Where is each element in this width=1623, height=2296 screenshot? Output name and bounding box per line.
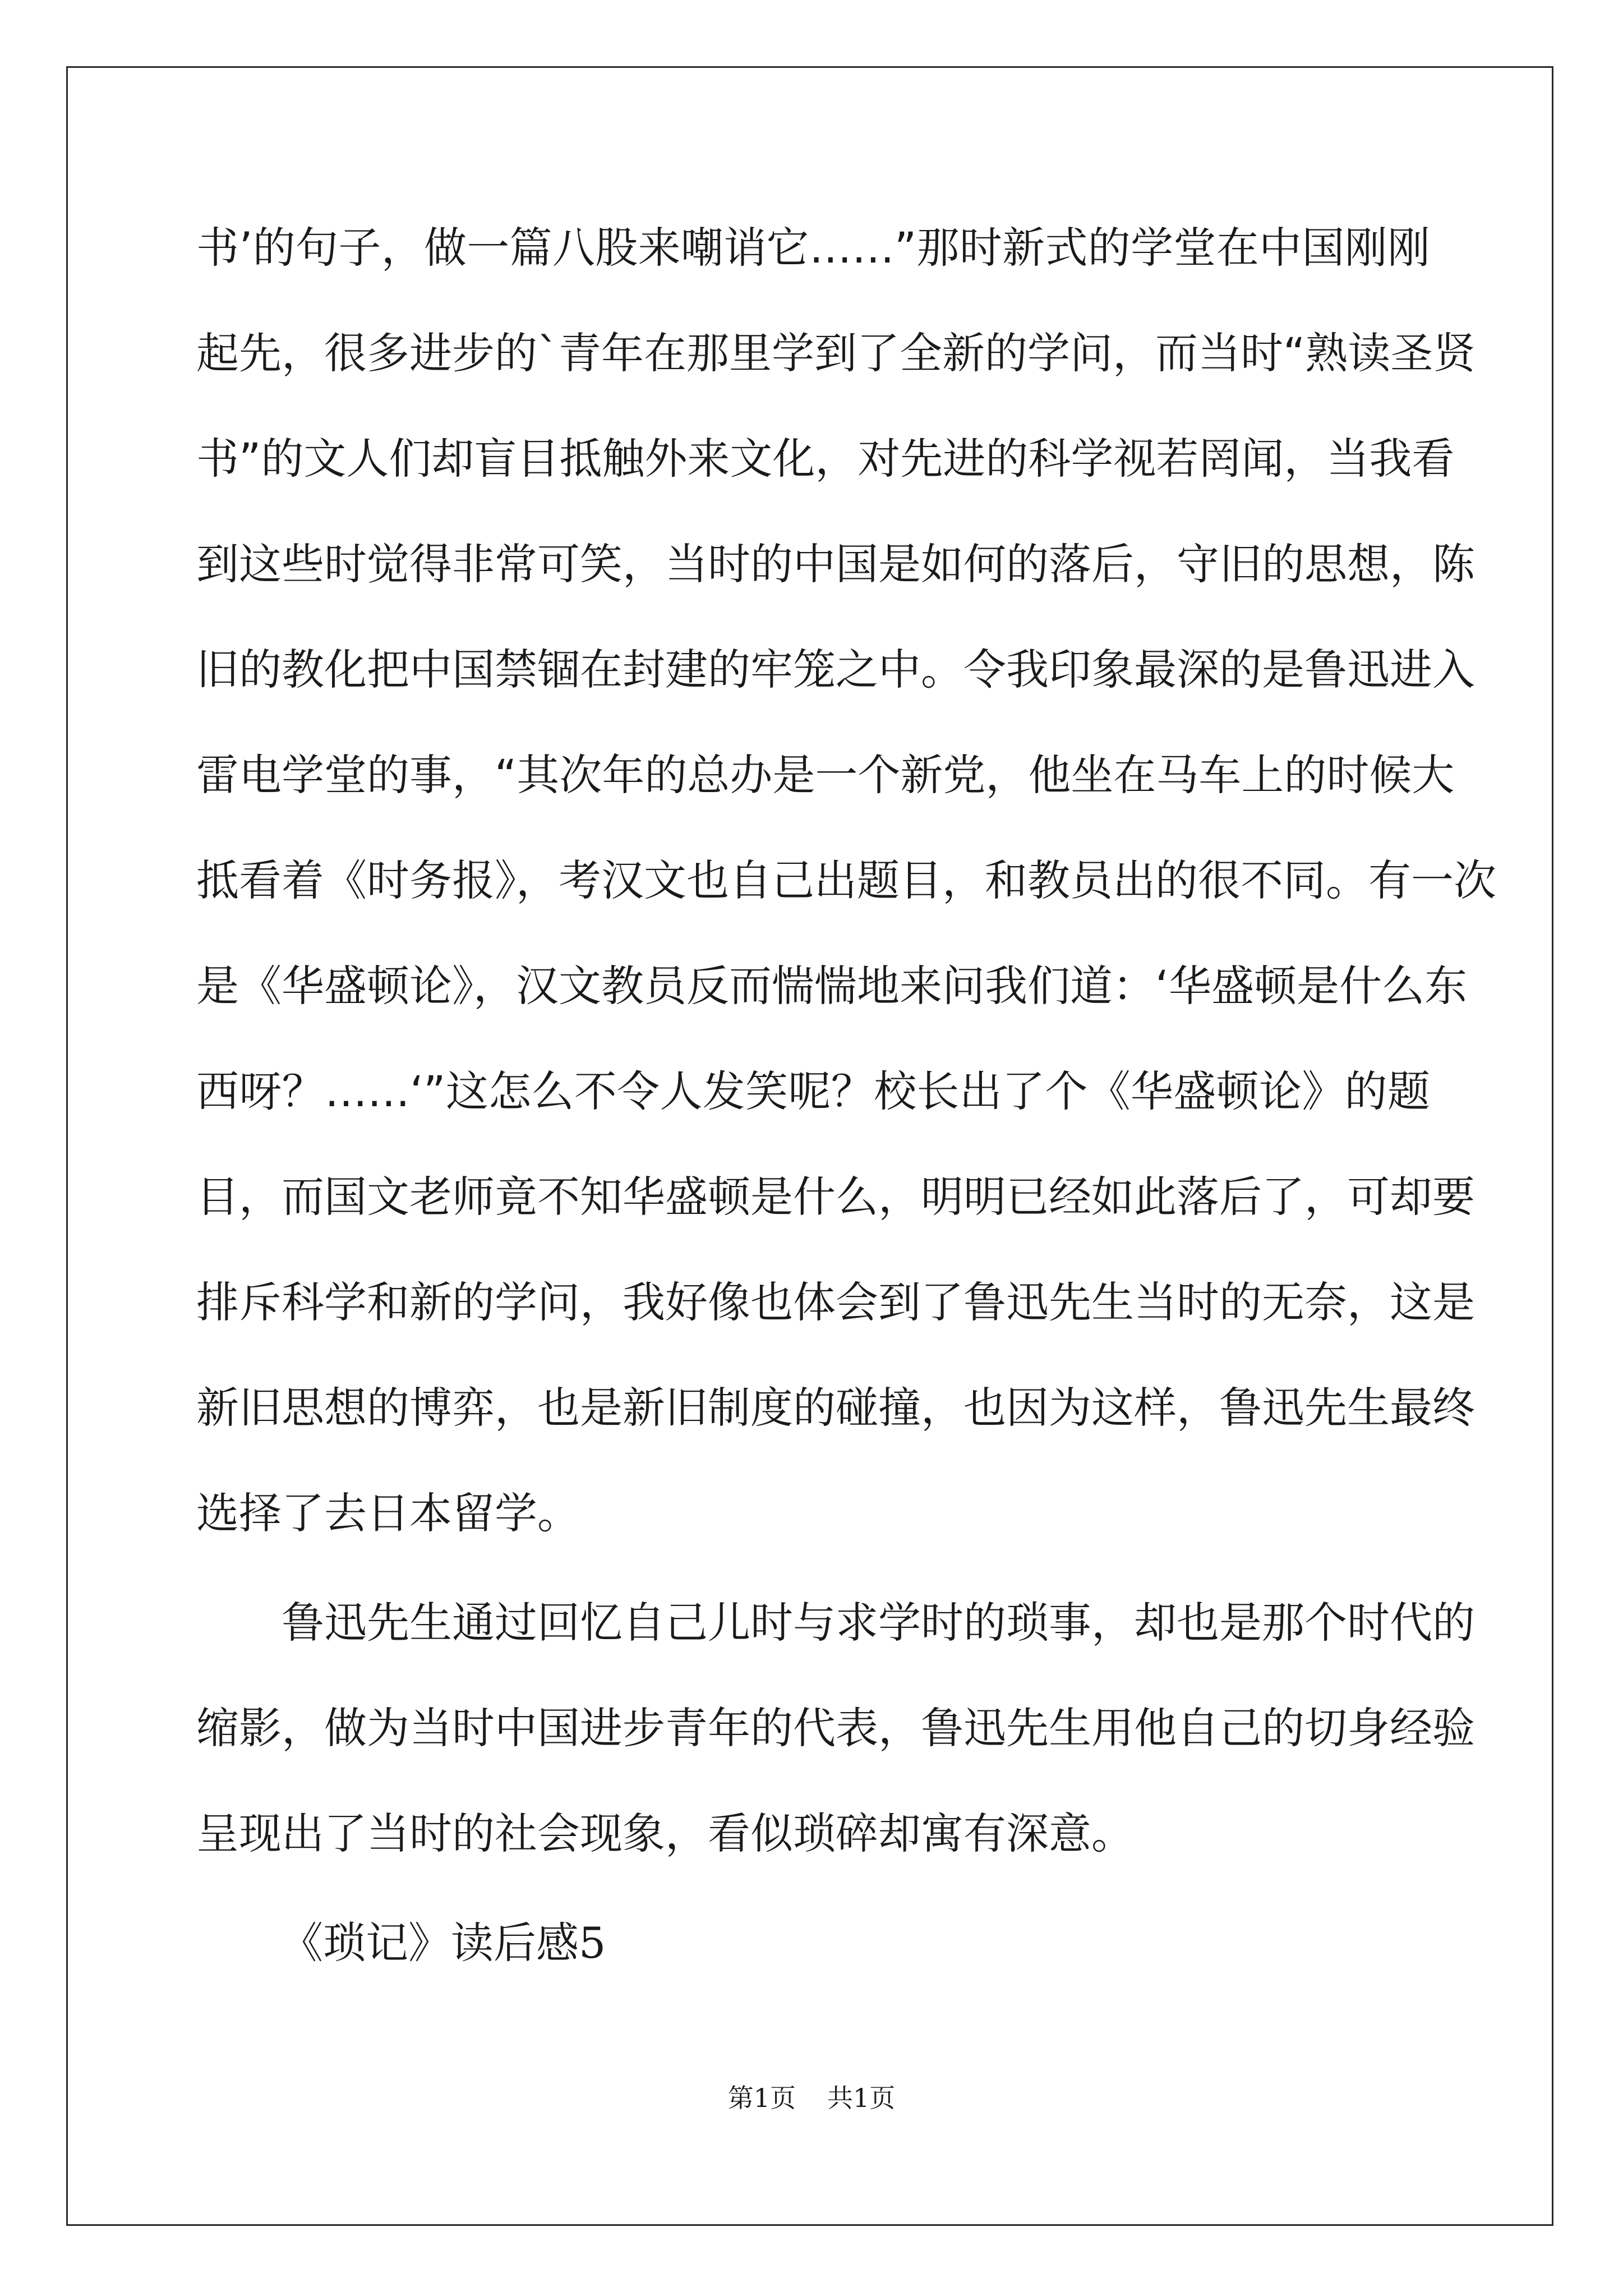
text-line: 新旧思想的博弈，也是新旧制度的碰撞，也因为这样，鲁迅先生最终 — [196, 1383, 1475, 1433]
text-line: 旧的教化把中国禁锢在封建的牢笼之中。令我印象最深的是鲁迅进入 — [196, 645, 1475, 694]
text-line: 选择了去日本留学。 — [196, 1488, 580, 1538]
text-line: 是《华盛顿论》，汉文教员反而惴惴地来问我们道：‘华盛顿是什么东 — [196, 961, 1468, 1011]
text-line: 书’的句子，做一篇八股来嘲诮它……”那时新式的学堂在中国刚刚 — [196, 223, 1430, 273]
text-line: 雷电学堂的事，“其次年的总办是一个新党，他坐在马车上的时候大 — [196, 750, 1455, 800]
page-number: 第1页 — [727, 2083, 796, 2113]
text-line: 缩影，做为当时中国进步青年的代表，鲁迅先生用他自己的切身经验 — [196, 1703, 1475, 1753]
text-line: 书”的文人们却盲目抵触外来文化，对先进的科学视若罔闻，当我看 — [196, 434, 1455, 484]
text-line: 排斥科学和新的学问，我好像也体会到了鲁迅先生当时的无奈，这是 — [196, 1277, 1475, 1327]
page-footer — [0, 2081, 1623, 2115]
page-border — [66, 66, 1553, 2226]
text-line: 西呀？……‘”这怎么不令人发笑呢？校长出了个《华盛顿论》的题 — [196, 1066, 1430, 1116]
text-line: 到这些时觉得非常可笑，当时的中国是如何的落后，守旧的思想，陈 — [196, 539, 1475, 589]
page-total: 共1页 — [827, 2083, 896, 2113]
text-line: 目，而国文老师竟不知华盛顿是什么，明明已经如此落后了，可却要 — [196, 1172, 1475, 1222]
text-line: 鲁迅先生通过回忆自己儿时与求学时的琐事，却也是那个时代的 — [282, 1598, 1475, 1648]
text-line: 起先，很多进步的`青年在那里学到了全新的学问，而当时“熟读圣贤 — [196, 328, 1476, 378]
text-line: 呈现出了当时的社会现象，看似琐碎却寓有深意。 — [196, 1809, 1134, 1858]
section-heading: 《琐记》读后感5 — [280, 1918, 606, 1968]
text-line: 抵看着《时务报》，考汉文也自己出题目，和教员出的很不同。有一次 — [196, 855, 1496, 905]
